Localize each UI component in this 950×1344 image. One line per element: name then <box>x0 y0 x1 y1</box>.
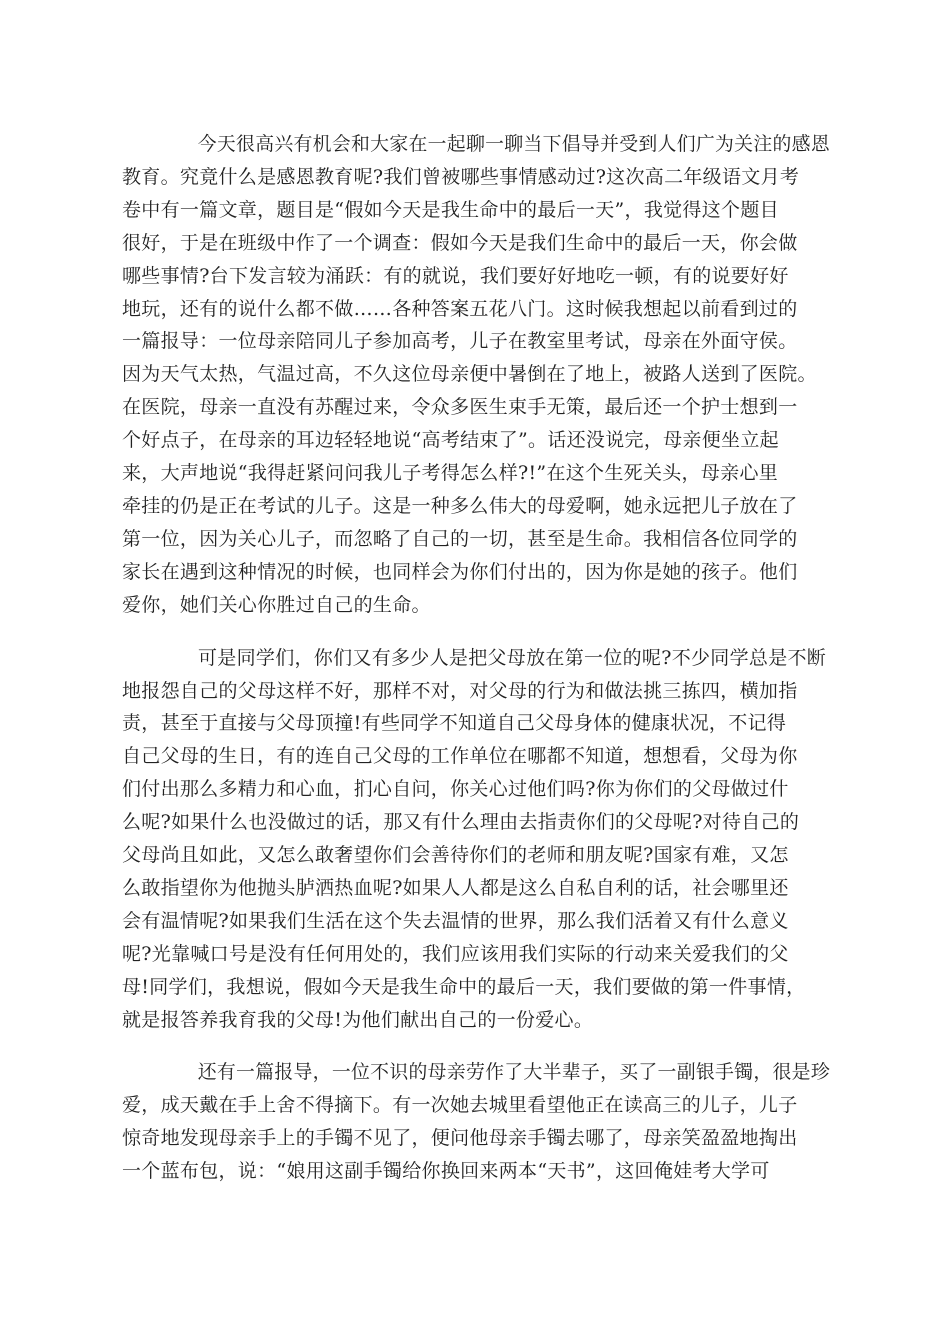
text-line: 教育。究竟什么是感恩教育呢?我们曾被哪些事情感动过?这次高二年级语文月考 <box>122 165 800 188</box>
text-line: 自己父母的生日，有的连自己父母的工作单位在哪都不知道，想想看，父母为你 <box>122 745 798 768</box>
text-line: 很好，于是在班级中作了一个调查：假如今天是我们生命中的最后一天，你会做 <box>122 231 798 254</box>
text-line: 今天很高兴有机会和大家在一起聊一聊当下倡导并受到人们广为关注的感恩 <box>197 133 830 155</box>
text-line: 卷中有一篇文章，题目是“假如今天是我生命中的最后一天”，我觉得这个题目 <box>122 198 779 221</box>
text-line: 们付出那么多精力和心血，扪心自问，你关心过他们吗?你为你们的父母做过什 <box>122 778 789 801</box>
text-line: 爱你，她们关心你胜过自己的生命。 <box>122 593 431 616</box>
text-line: 爱，成天戴在手上舍不得摘下。有一次她去城里看望他正在读高三的儿子，儿子 <box>122 1094 798 1117</box>
text-line: 地玩，还有的说什么都不做……各种答案五花八门。这时候我想起以前看到过的 <box>122 297 798 320</box>
text-line: 父母尚且如此，又怎么敢奢望你们会善待你们的老师和朋友呢?国家有难，又怎 <box>122 844 789 867</box>
text-line: 牵挂的仍是正在考试的儿子。这是一种多么伟大的母爱啊，她永远把儿子放在了 <box>122 494 798 517</box>
text-line: 地报怨自己的父母这样不好，那样不对，对父母的行为和做法挑三拣四，横加指 <box>122 679 798 702</box>
text-line: 因为天气太热，气温过高，不久这位母亲便中暑倒在了地上，被路人送到了医院。 <box>122 363 817 386</box>
text-line: 惊奇地发现母亲手上的手镯不见了，便问他母亲手镯去哪了，母亲笑盈盈地掏出 <box>122 1127 798 1150</box>
paragraph-spacer <box>122 1036 830 1056</box>
text-line: 来，大声地说“我得赶紧问问我儿子考得怎么样?!”在这个生死关头，母亲心里 <box>122 462 779 485</box>
text-line: 么敢指望你为他抛头胪洒热血呢?如果人人都是这么自私自利的话，社会哪里还 <box>122 876 789 899</box>
document-body <box>122 128 830 1188</box>
text-line: 家长在遇到这种情况的时候，也同样会为你们付出的，因为你是她的孩子。他们 <box>122 560 798 583</box>
text-line: 个好点子，在母亲的耳边轻轻地说“高考结束了”。话还没说完，母亲便坐立起 <box>122 429 779 452</box>
text-line: 哪些事情?台下发言较为涌跃：有的就说，我们要好好地吃一顿，有的说要好好 <box>122 264 789 287</box>
text-line: 还有一篇报导，一位不识的母亲劳作了大半辈子，买了一副银手镯，很是珍 <box>197 1061 830 1084</box>
paragraph-1 <box>122 128 830 622</box>
text-line: 母!同学们，我想说，假如今天是我生命中的最后一天，我们要做的第一件事情， <box>122 975 806 998</box>
text-line: 责，甚至于直接与父母顶撞!有些同学不知道自己父母身体的健康状况，不记得 <box>122 712 787 735</box>
paragraph-2 <box>122 642 830 1037</box>
text-line: 一篇报导：一位母亲陪同儿子参加高考，儿子在教室里考试，母亲在外面守侯。 <box>122 330 798 353</box>
text-line: 呢?光靠喊口号是没有任何用处的，我们应该用我们实际的行动来关爱我们的父 <box>122 942 789 965</box>
text-line: 可是同学们，你们又有多少人是把父母放在第一位的呢?不少同学总是不断 <box>198 646 827 669</box>
text-line: 一个蓝布包，说：“娘用这副手镯给你换回来两本“天书”，这回俺娃考大学可 <box>122 1160 770 1183</box>
text-line: 就是报答养我育我的父母!为他们献出自己的一份爱心。 <box>122 1008 594 1031</box>
text-line: 会有温情呢?如果我们生活在这个失去温情的世界，那么我们活着又有什么意义 <box>122 909 789 932</box>
paragraph-3 <box>122 1056 830 1188</box>
text-line: 么呢?如果什么也没做过的话，那又有什么理由去指责你们的父母呢?对待自己的 <box>122 811 800 834</box>
text-line: 第一位，因为关心儿子，而忽略了自己的一切，甚至是生命。我相信各位同学的 <box>122 527 798 550</box>
paragraph-spacer <box>122 622 830 642</box>
text-line: 在医院，母亲一直没有苏醒过来，令众多医生束手无策，最后还一个护士想到一 <box>122 396 798 419</box>
